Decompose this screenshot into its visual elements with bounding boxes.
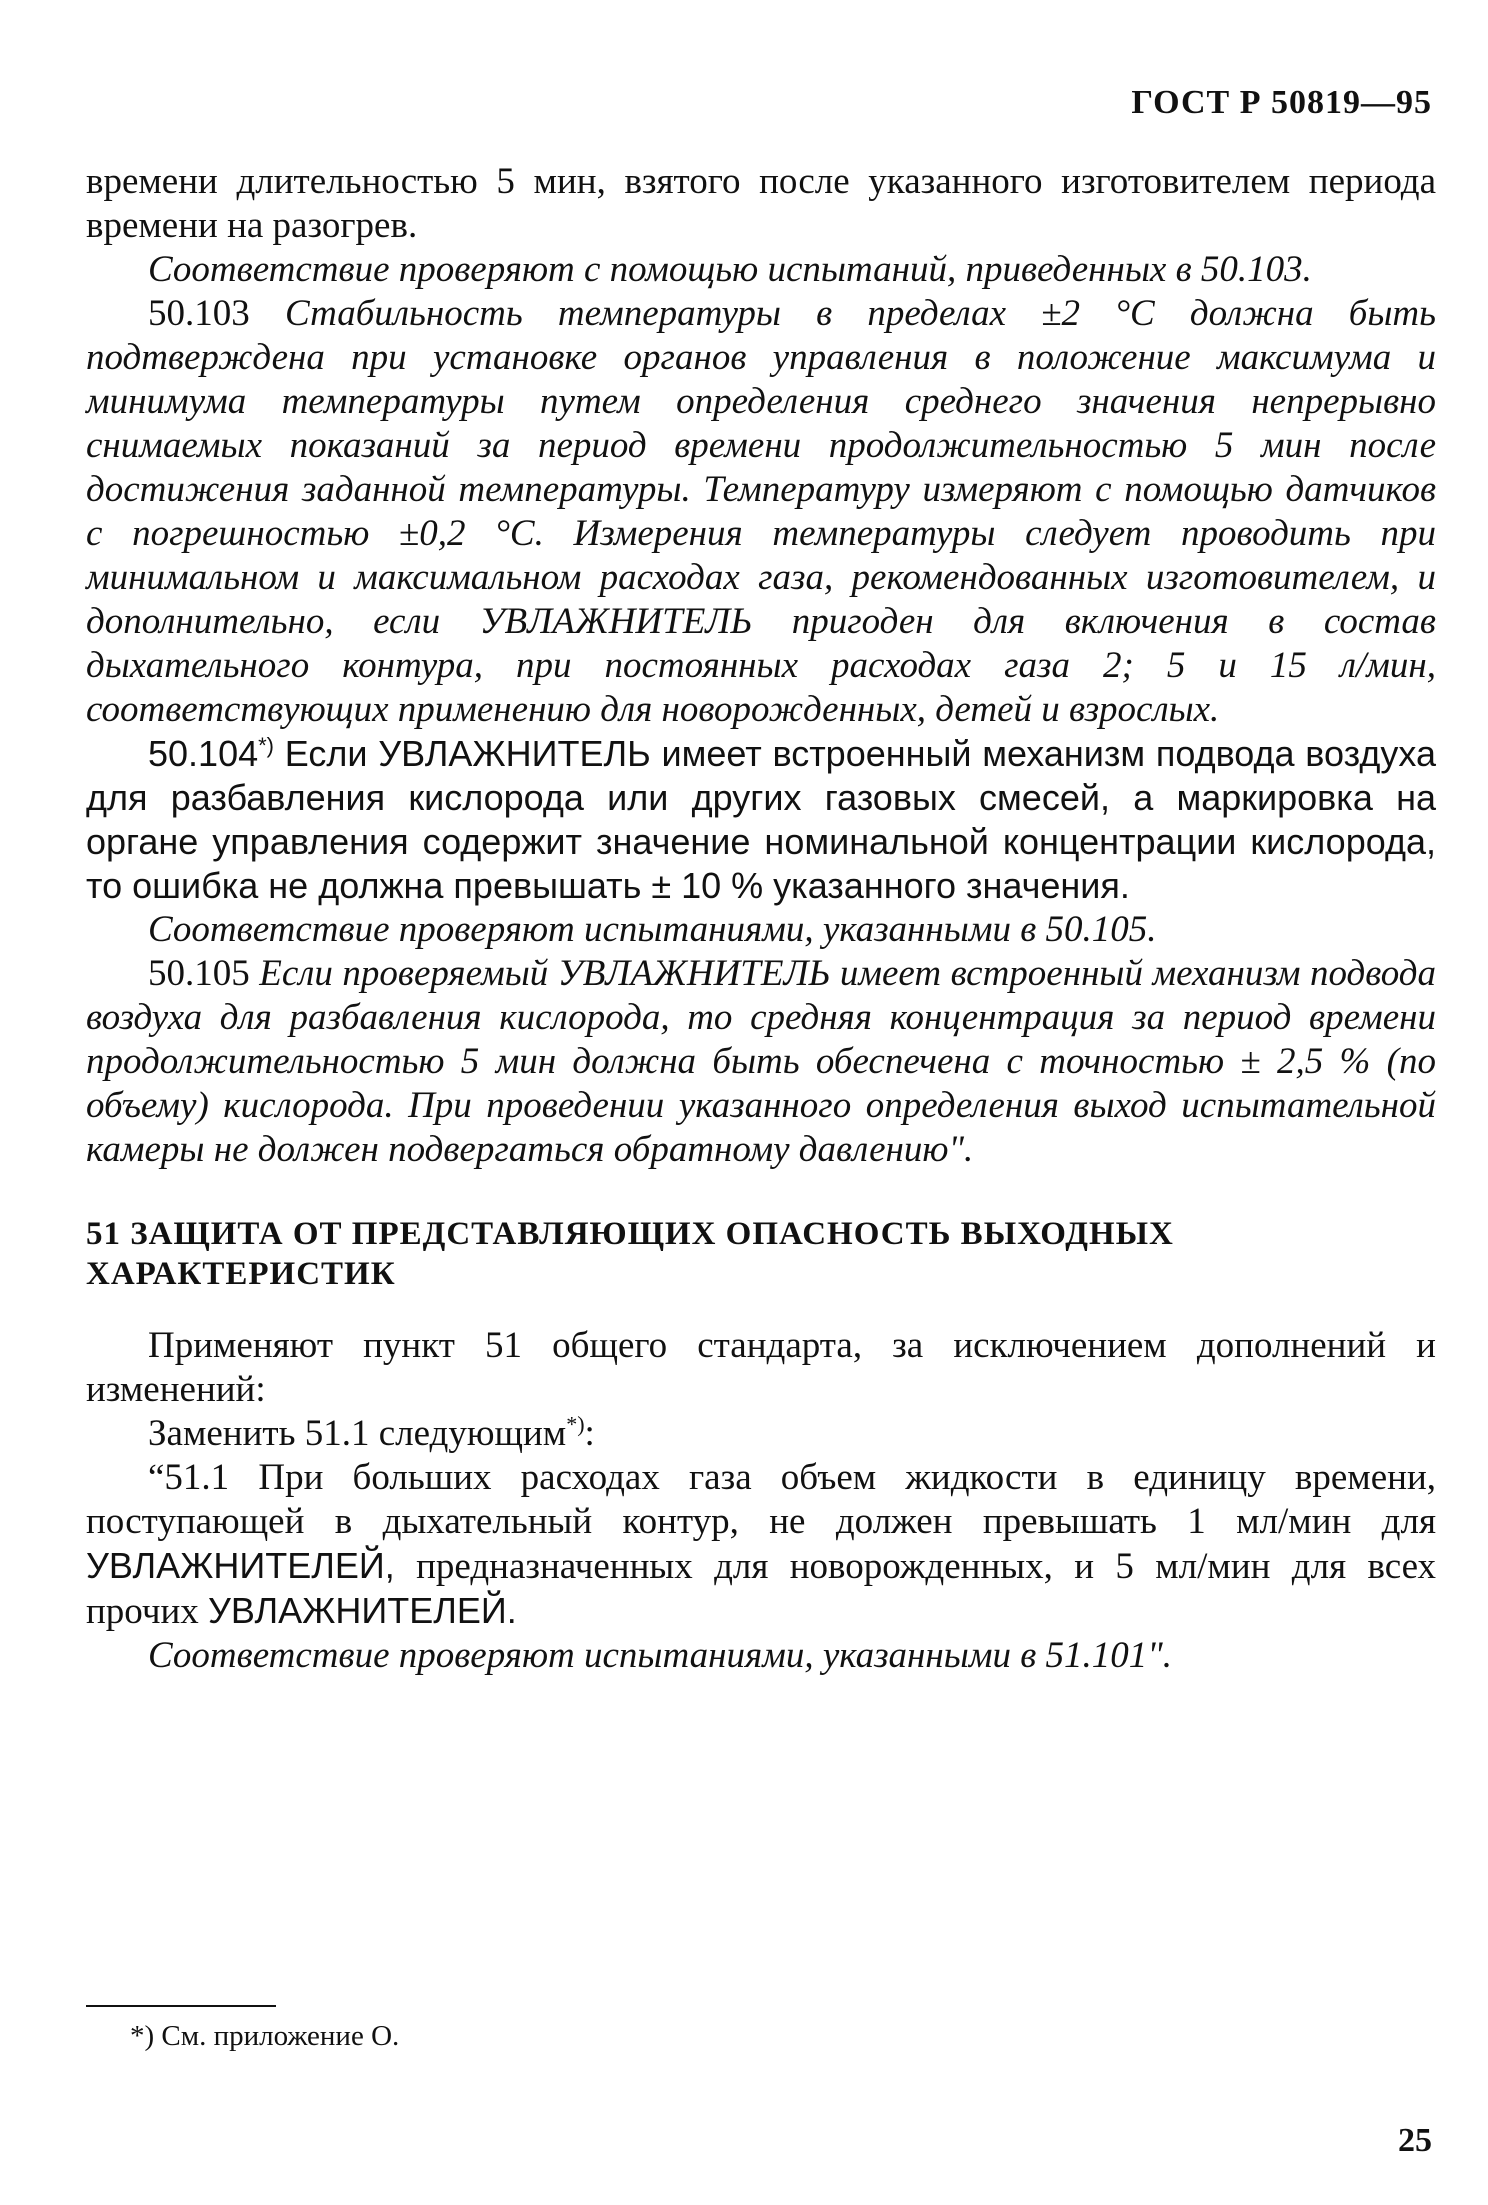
clause-number: 50.104 bbox=[148, 733, 259, 774]
paragraph-compliance-51-101: Соответствие проверяют испытаниями, указанными в 51.101". bbox=[148, 1635, 1173, 1676]
clause-51-1 bbox=[86, 1456, 1436, 1634]
clause-number: 50.105 bbox=[148, 953, 250, 994]
footnote-marker: *) bbox=[566, 1411, 585, 1437]
section-51-replace bbox=[86, 1412, 1436, 1456]
page-number: 25 bbox=[1398, 2122, 1432, 2159]
clause-text: Если проверяемый УВЛАЖНИТЕЛЬ имеет встроенный механизм подвода воздуха для разбавления кислорода, то средняя концентрация за период времени продолжительностью 5 мин должна быть обеспечена с точностью ± 2,5 % (по объему) кислорода. При проведении указанного определения выход испытательной камеры не должен подвергаться обратному давлению". bbox=[86, 953, 1436, 1170]
term-humidifiers-2: УВЛАЖНИТЕЛЕЙ. bbox=[208, 1590, 517, 1631]
term-humidifiers-1: УВЛАЖНИТЕЛЕЙ, bbox=[86, 1545, 395, 1586]
clause-number: 50.103 bbox=[148, 293, 250, 334]
section-51-title: 51 ЗАЩИТА ОТ ПРЕДСТАВЛЯЮЩИХ ОПАСНОСТЬ ВЫХОДНЫХ ХАРАКТЕРИСТИК bbox=[86, 1216, 1174, 1292]
footnote: *) См. приложение О. bbox=[130, 2020, 400, 2052]
clause-text-start: Если bbox=[284, 733, 368, 774]
section-51-intro: Применяют пункт 51 общего стандарта, за исключением дополнений и изменений: bbox=[86, 1325, 1436, 1410]
clause-text: имеет встроенный механизм подвода воздуха для разбавления кислорода или других газовых смесей, а маркировка на органе управления содержит значение номинальной концентрации кислорода, то ошибка не должна превышать ± 10 % указанного значения. bbox=[86, 733, 1436, 906]
footnote-marker: *) bbox=[258, 733, 274, 758]
clause-50-104 bbox=[86, 732, 1436, 908]
footnote-divider bbox=[86, 2005, 276, 2007]
clause-50-103 bbox=[86, 292, 1436, 732]
paragraph-compliance-50-103: Соответствие проверяют с помощью испытаний, приведенных в 50.103. bbox=[148, 249, 1312, 290]
replace-colon: : bbox=[584, 1413, 595, 1454]
clause-text-b: предназначенных для новорожденных, и 5 мл/мин для всех прочих bbox=[86, 1546, 1437, 1632]
replace-text: Заменить 51.1 следующим bbox=[148, 1413, 567, 1454]
document-header: ГОСТ Р 50819—95 bbox=[1131, 84, 1432, 121]
clause-50-105 bbox=[86, 952, 1436, 1172]
paragraph-compliance-50-105: Соответствие проверяют испытаниями, указанными в 50.105. bbox=[148, 909, 1157, 950]
clause-text: Стабильность температуры в пределах ±2 °С должна быть подтверждена при установке органов управления в положение максимума и минимума температуры путем определения среднего значения непрерывно снимаемых показаний за период времени продолжительностью 5 мин после достижения заданной температуры. Температуру измеряют с помощью датчиков с погрешностью ±0,2 °С. Измерения температуры следует проводить при минимальном и максимальном расходах газа, рекомендованных изготовителем, и дополнительно, если УВЛАЖНИТЕЛЬ пригоден для включения в состав дыхательного контура, при постоянных расходах газа 2; 5 и 15 л/мин, соответствующих применению для новорожденных, детей и взрослых. bbox=[86, 293, 1436, 730]
document-body bbox=[86, 160, 1436, 1678]
term-humidifier: УВЛАЖНИТЕЛЬ bbox=[378, 733, 651, 774]
paragraph-continuation: времени длительностью 5 мин, взятого после указанного изготовителем периода времени на разогрев. bbox=[86, 161, 1436, 246]
clause-text-a: “51.1 При больших расходах газа объем жидкости в единицу времени, поступающей в дыхательный контур, не должен превышать 1 мл/мин для bbox=[86, 1457, 1436, 1542]
